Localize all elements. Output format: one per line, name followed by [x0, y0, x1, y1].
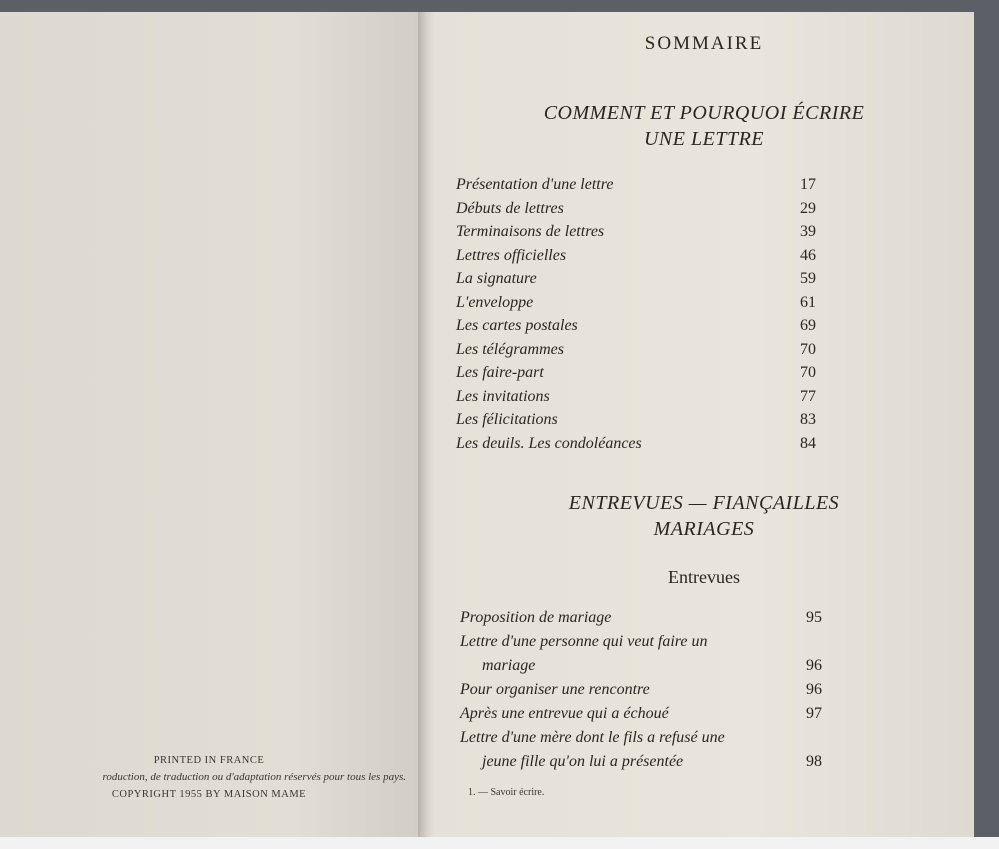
toc-entry	[456, 176, 816, 200]
toc-entry-page: 96	[806, 657, 822, 674]
toc-entry-label: Les cartes postales	[456, 317, 578, 334]
printed-in-france: PRINTED IN FRANCE	[153, 755, 265, 766]
toc-entry-page: 59	[800, 270, 816, 287]
toc-entry-page: 17	[800, 176, 816, 193]
toc-entry-page: 98	[806, 753, 822, 770]
toc-entry-page: 97	[806, 705, 822, 722]
toc-entry	[456, 435, 816, 459]
toc-entry-page: 39	[800, 223, 816, 240]
toc-entry-label: Lettre d'une personne qui veut faire un	[460, 633, 708, 650]
page-title: SOMMAIRE	[644, 33, 764, 54]
toc-entry-label: Les invitations	[456, 387, 550, 405]
section-1-title	[434, 100, 974, 152]
toc-entry-label: Lettres officielles	[456, 246, 567, 264]
toc-entry-label: Les félicitations	[456, 411, 558, 428]
toc-entry-label: Les télégrammes	[456, 340, 564, 358]
toc-entry-page: 61	[800, 293, 816, 311]
toc-entry	[456, 247, 816, 271]
toc-entry-label: mariage	[482, 657, 536, 674]
toc-section-2	[460, 609, 822, 777]
toc-entry	[456, 341, 816, 365]
imprint-block	[0, 752, 418, 803]
toc-entry-page: 29	[800, 199, 816, 217]
toc-entry	[456, 223, 816, 247]
toc-entry-label: La signature	[456, 270, 537, 287]
toc-entry	[460, 705, 822, 729]
toc-entry-label: jeune fille qu'on lui a présentée	[482, 753, 684, 770]
toc-entry	[456, 270, 816, 294]
toc-entry	[456, 411, 816, 435]
toc-entry-label: Pour organiser une rencontre	[460, 681, 650, 698]
toc-entry-page: 77	[800, 387, 816, 405]
section-2-title	[434, 490, 974, 542]
toc-entry-label: Lettre d'une mère dont le fils a refusé une	[460, 729, 725, 746]
toc-entry	[460, 609, 822, 633]
footnote: 1. — Savoir écrire.	[468, 787, 545, 798]
toc-entry	[460, 753, 822, 777]
toc-section-1	[456, 176, 816, 458]
section-1-title-line-2: UNE LETTRE	[643, 128, 765, 150]
toc-entry-page: 96	[806, 681, 822, 698]
left-page	[0, 12, 418, 837]
toc-entry	[460, 657, 822, 681]
toc-entry-page: 69	[800, 317, 816, 334]
toc-entry-page: 95	[806, 609, 822, 626]
toc-entry-label: Présentation d'une lettre	[456, 176, 614, 193]
toc-entry	[460, 729, 822, 753]
toc-entry	[460, 633, 822, 657]
toc-entry-label: Les faire-part	[456, 364, 544, 381]
toc-entry	[456, 317, 816, 341]
toc-entry	[456, 364, 816, 388]
subsection-title: Entrevues	[668, 567, 740, 587]
toc-entry-label: Les deuils. Les condoléances	[456, 434, 642, 452]
section-1-title-line-1: COMMENT ET POURQUOI ÉCRIRE	[543, 102, 865, 124]
toc-entry-label: Débuts de lettres	[456, 199, 564, 217]
toc-entry	[456, 388, 816, 412]
toc-entry-page: 70	[800, 340, 816, 358]
section-2-title-line-1: ENTREVUES — FIANÇAILLES	[568, 492, 840, 514]
toc-entry-page: 83	[800, 411, 816, 428]
toc-entry-page: 70	[800, 364, 816, 381]
background-strip	[0, 837, 999, 849]
toc-entry-label: L'enveloppe	[456, 293, 534, 311]
toc-entry-label: Terminaisons de lettres	[456, 223, 605, 240]
toc-entry-page: 46	[800, 246, 816, 264]
toc-entry	[456, 200, 816, 224]
toc-entry-label: Après une entrevue qui a échoué	[460, 705, 669, 722]
toc-entry	[456, 294, 816, 318]
toc-entry-label: Proposition de mariage	[460, 609, 612, 626]
rights-notice: roduction, de traduction ou d'adaptation réservés pour tous les pays.	[102, 771, 406, 783]
section-2-title-line-2: MARIAGES	[653, 518, 755, 540]
toc-entry-page: 84	[800, 434, 816, 452]
book-gutter	[418, 12, 434, 837]
toc-entry	[460, 681, 822, 705]
copyright-notice: COPYRIGHT 1955 BY MAISON MAME	[111, 789, 307, 800]
